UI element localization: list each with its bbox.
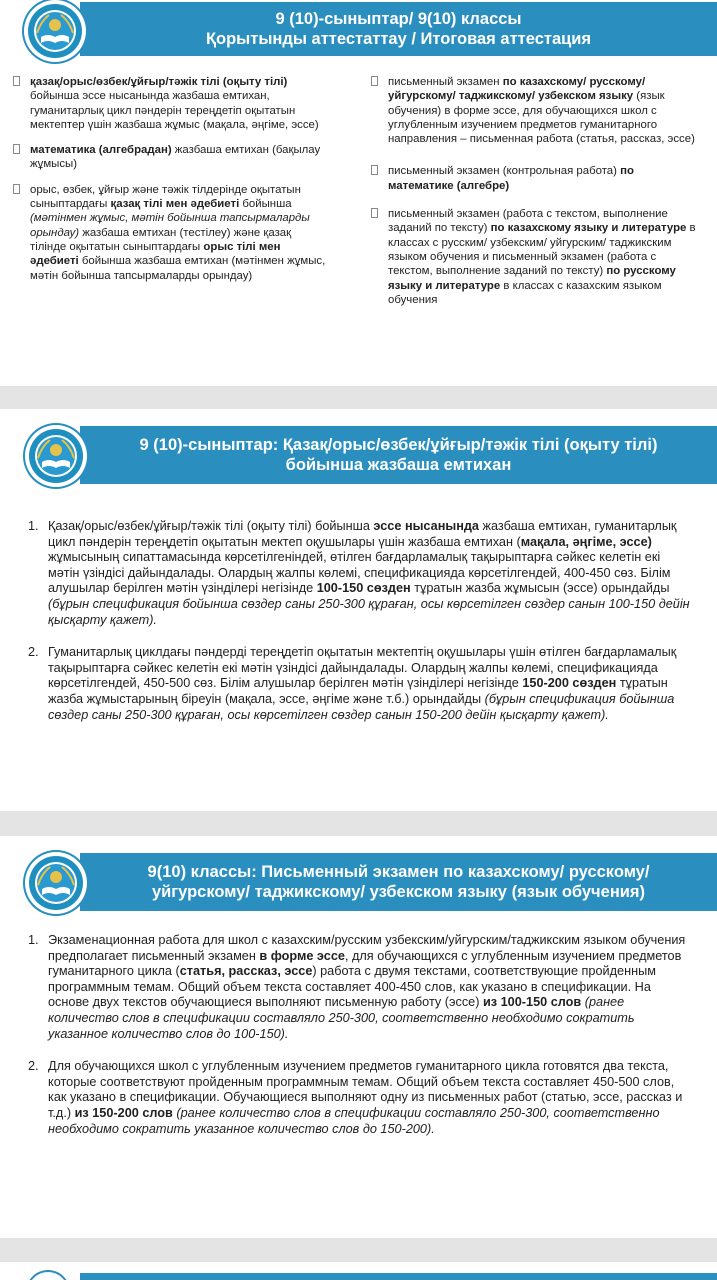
kazakh-column bbox=[30, 75, 330, 294]
text-run: по казахскому языку и литературе bbox=[490, 222, 687, 235]
item-number: 2. bbox=[28, 645, 39, 660]
russian-column bbox=[388, 75, 698, 318]
list-item bbox=[22, 1059, 692, 1137]
text-run: (мәтінмен жұмыс, мәтін бойынша тапсырмаларды орындау) bbox=[30, 212, 310, 239]
text-run: Для обучающихся школ с углубленным изучением предметов гуманитарного цикла готовятся два текста, которые соответствуют пройденным программным темам. Общий объем текста составляет 450-500 слов, как указано в спецификации. Обучающиеся выполняют одну из письменных работ (статью, эссе, рассказ и т.д.) bbox=[48, 1059, 683, 1120]
list-item bbox=[388, 75, 698, 146]
text-run: по русскому языку и литературе bbox=[388, 265, 676, 292]
text-run: жазбаша емтихан (тестілеу) және қазақ тілінде оқытатын сыныптардағы bbox=[30, 226, 292, 253]
text-run: жазбаша емтихан, гуманитарлық цикл пәндерін тереңдетіп оқытатын мектеп оқушылары үшін жазбаша емтихан ( bbox=[48, 519, 677, 549]
slide-title-line1: 9 (10)-сыныптар: Қазақ/орыс/өзбек/ұйғыр/тәжік тілі (оқыту тілі) bbox=[139, 436, 658, 454]
item-number: 2. bbox=[28, 1059, 39, 1074]
bullet-icon bbox=[371, 208, 378, 218]
slide-title-line2: уйгурскому/ таджикскому/ узбекском языку (язык обучения) bbox=[151, 883, 646, 901]
text-run: бойынша жазбаша емтихан (мәтінмен жұмыс, мәтін бойынша тапсырмаларды орындау) bbox=[30, 255, 326, 282]
text-run: жұмысының сипаттамасында көрсетілгеніндей, өтілген бағдарламалық тақырыптарға сәйкес келетін екі мәтін үзіндісі дайындалады. Олардың жалпы көлемі, спецификацияда көрсетілгендей, 400-450 сөз. Білім алушылар берілген мәтін үзінділері негізінде bbox=[48, 550, 671, 596]
text-run: письменный экзамен (работа с текстом, выполнение заданий по тексту) bbox=[388, 208, 668, 235]
list-item bbox=[22, 933, 692, 1042]
text-run: Гуманитарлық циклдағы пәндерді тереңдетіп оқытатын мектептің оқушылары үшін өтілген бағдарламалық тақырыптарға сәйкес келетін екі мәтін үзіндісі дайындалады. Олардың жалпы көлемі, спецификацияда көрсетілгендей, 450-500 сөз. Білім алушылар берілген мәтін үзінділері негізінде bbox=[48, 645, 677, 691]
text-run: (ранее количество слов в спецификации составляло 250-300, соответственно необходимо сократить указанное количество слов до 100-150). bbox=[48, 995, 635, 1041]
item-number: 1. bbox=[28, 519, 39, 533]
ministry-logo-icon bbox=[24, 0, 86, 62]
text-run: из 150-200 слов bbox=[74, 1105, 173, 1120]
slide-kazakh-written-exam bbox=[0, 409, 717, 811]
numbered-list bbox=[22, 933, 692, 1154]
bullet-icon bbox=[13, 144, 20, 154]
bullet-icon bbox=[371, 165, 378, 175]
text-run: (бұрын спецификация бойынша сөздер саны 250-300 құраған, осы көрсетілген сөздер санын 150-200 дейін қысқарту қажет). bbox=[48, 691, 675, 722]
text-run: (бұрын спецификация бойынша сөздер саны 250-300 құраған, осы көрсетілген сөздер санын 100-150 дейін қысқарту қажет). bbox=[48, 596, 690, 627]
text-run: бойынша bbox=[239, 198, 292, 211]
text-run: Қазақ/орыс/өзбек/ұйғыр/тәжік тілі (оқыту тілі) бойынша bbox=[48, 519, 374, 533]
text-run: в классах с казахским языком обучения bbox=[388, 279, 662, 306]
text-run: тұратын жазба жұмысын (эссе) орындайды bbox=[410, 581, 670, 596]
text-run: в форме эссе bbox=[259, 948, 345, 963]
slide-title-line1: 9 (10)-сыныптар/ 9(10) классы bbox=[275, 10, 522, 28]
text-run: письменный экзамен bbox=[388, 76, 503, 88]
list-item bbox=[22, 645, 692, 723]
text-run: эссе нысанында bbox=[373, 519, 479, 533]
slide-title-line2: бойынша жазбаша емтихан bbox=[285, 456, 512, 474]
text-run: из 100-150 слов bbox=[482, 995, 582, 1010]
text-run: по казахскому/ русскому/ уйгурскому/ таджикскому/ узбекском языку bbox=[388, 76, 646, 103]
text-run: мақала, әңгіме, эссе) bbox=[520, 534, 652, 549]
list-item bbox=[30, 183, 330, 283]
text-run: , для обучающихся с углубленным изучением предметов гуманитарного цикла ( bbox=[48, 948, 682, 979]
text-run: қазақ тілі мен әдебиеті bbox=[110, 198, 240, 211]
text-run: (ранее количество слов в спецификации составляло 250-300, соответственно необходимо сократить указанное количество слов до 150-200). bbox=[48, 1105, 660, 1136]
bullet-icon bbox=[13, 76, 20, 86]
ministry-logo-icon bbox=[25, 425, 87, 487]
list-item bbox=[30, 75, 330, 132]
item-number: 1. bbox=[28, 933, 39, 947]
text-run: в классах с русским/ узбекским/ уйгурским/ таджикским языком обучения и письменный экзамен (работа с текстом, выполнение заданий по тексту) bbox=[388, 222, 696, 278]
text-run: ) работа с двумя текстами, соответствующие пройденным программным темам. Общий объем текста составляет 400-450 слов, как указано в спецификации. На основе двух текстов обучающиеся выполняют письменную работу (эссе) bbox=[48, 964, 656, 1010]
list-item bbox=[22, 519, 692, 628]
slide-title-line1: 9(10) классы: Письменный экзамен по казахскому/ русскому/ bbox=[147, 863, 650, 881]
text-run: письменный экзамен (контрольная работа) bbox=[388, 165, 621, 178]
text-run: жазбаша емтихан (бақылау жұмысы) bbox=[30, 144, 321, 171]
slide-title-line2: Қорытынды аттестаттау / Итоговая аттестация bbox=[205, 30, 592, 48]
slide-next-partial bbox=[0, 1262, 717, 1280]
slide-title-banner bbox=[80, 1273, 717, 1280]
text-run: по математике (алгебре) bbox=[388, 165, 634, 192]
list-item bbox=[388, 164, 698, 193]
bullet-icon bbox=[371, 76, 378, 86]
ministry-logo-icon bbox=[28, 1272, 68, 1280]
text-run: 100-150 сөзден bbox=[316, 581, 411, 596]
numbered-list bbox=[22, 519, 692, 740]
slide-title-banner bbox=[80, 2, 717, 56]
text-run: (язык обучения) в форме эссе, для обучающихся школ с углубленным изучением предметов гуманитарного направления – письменная работа (статья, рассказ, эссе) bbox=[388, 90, 695, 146]
list-item bbox=[30, 143, 330, 172]
text-run: бойынша эссе нысанында жазбаша емтихан, гуманитарлық цикл пәндерін тереңдетіп оқытатын мектептер үшін жазбаша жұмыс (мақала, әңгіме, эссе) bbox=[30, 90, 319, 131]
slide-russian-written-exam bbox=[0, 836, 717, 1238]
text-run: орыс тілі мен әдебиеті bbox=[30, 240, 281, 268]
list-item bbox=[388, 207, 698, 307]
text-run: тұратын жазба жұмыстарының біреуін (мақала, эссе, әңгіме және т.б.) орындайды bbox=[48, 676, 668, 706]
text-run: математика (алгебрадан) bbox=[30, 144, 172, 157]
bullet-icon bbox=[13, 184, 20, 194]
slide-title-banner bbox=[80, 426, 717, 484]
text-run: 150-200 сөзден bbox=[522, 676, 617, 691]
text-run: Экзаменационная работа для школ с казахским/русским узбекским/уйгурским/таджикским языком обучения предполагает письменный экзамен bbox=[48, 933, 686, 963]
text-run: қазақ/орыс/өзбек/ұйғыр/тәжік тілі (оқыту тілі) bbox=[30, 76, 288, 88]
slide-title-banner bbox=[80, 853, 717, 911]
text-run: орыс, өзбек, ұйғыр және тәжік тілдерінде оқытатын сыныптардағы bbox=[30, 183, 301, 211]
slide-final-attestation bbox=[0, 0, 717, 386]
text-run: статья, рассказ, эссе bbox=[179, 964, 313, 979]
ministry-logo-icon bbox=[25, 852, 87, 914]
